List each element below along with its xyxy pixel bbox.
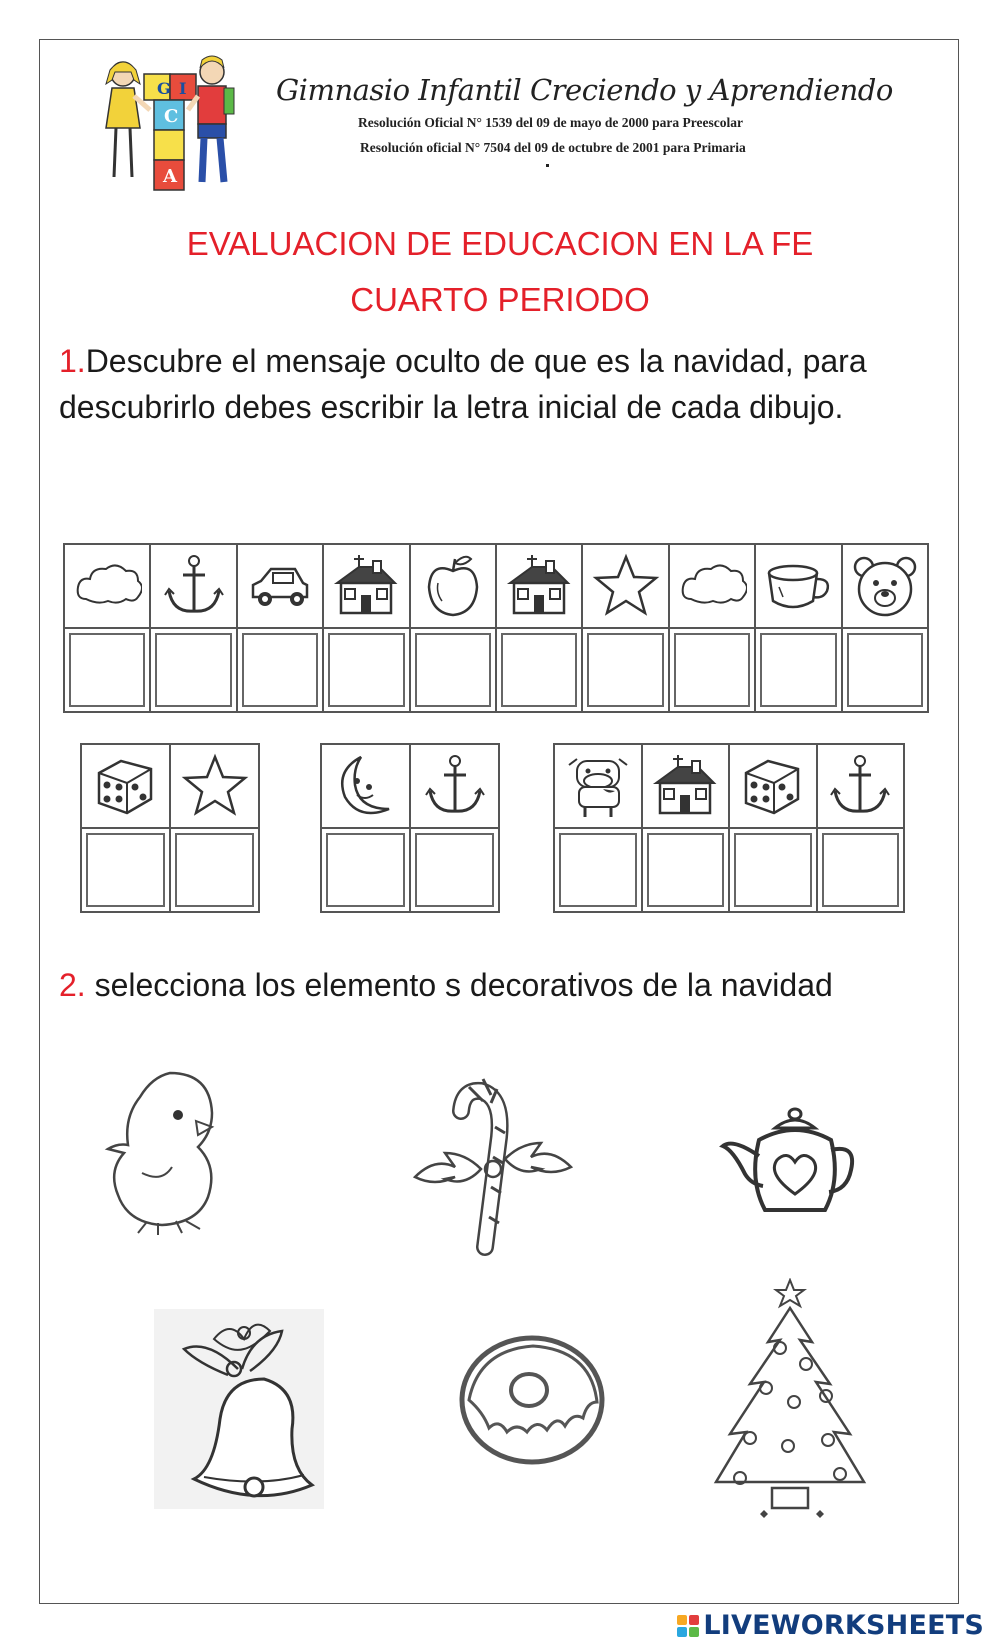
question-2-number: 2.: [59, 967, 86, 1003]
christmas-tree-image[interactable]: [710, 1278, 870, 1518]
question-1: [59, 338, 929, 430]
brand-square-red: [689, 1615, 699, 1625]
puzzle-group-2: [320, 743, 500, 913]
answer-input[interactable]: [734, 833, 812, 907]
question-2-text: selecciona los elemento s decorativos de la navidad: [85, 967, 833, 1003]
puzzle-cell: [583, 545, 669, 711]
puzzle-cell: [171, 745, 258, 911]
liveworksheets-logo[interactable]: [677, 1610, 984, 1641]
resolution-primary: Resolución oficial N° 7504 del 09 de octubre de 2001 para Primaria: [360, 140, 746, 155]
answer-input[interactable]: [415, 633, 491, 707]
answer-input[interactable]: [760, 633, 836, 707]
answer-input[interactable]: [242, 633, 318, 707]
answer-input[interactable]: [86, 833, 165, 907]
teapot-image[interactable]: [715, 1100, 875, 1220]
logo-letter-a: A: [163, 166, 177, 187]
anchor-icon: [411, 745, 498, 829]
puzzle-group-3: [553, 743, 905, 913]
puzzle-cell: [497, 545, 583, 711]
brand-square-green: [689, 1627, 699, 1637]
star-icon: [171, 745, 258, 829]
dice-icon: [82, 745, 169, 829]
house-icon: [497, 545, 581, 629]
brand-square-blue: [677, 1627, 687, 1637]
bell-image[interactable]: [154, 1309, 324, 1509]
answer-input[interactable]: [155, 633, 231, 707]
answer-input[interactable]: [674, 633, 750, 707]
donut-image[interactable]: [455, 1330, 610, 1470]
puzzle-cell: [151, 545, 237, 711]
question-2: [59, 962, 959, 1008]
evaluation-title: EVALUACION DE EDUCACION EN LA FE: [186, 225, 814, 262]
school-name: Gimnasio Infantil Creciendo y Aprendiendo: [276, 73, 893, 107]
logo-letter-c: C: [164, 106, 179, 127]
answer-input[interactable]: [647, 833, 725, 907]
answer-input[interactable]: [822, 833, 900, 907]
answer-input[interactable]: [326, 833, 405, 907]
answer-input[interactable]: [415, 833, 494, 907]
logo-letter-i: I: [179, 79, 187, 98]
puzzle-row-1: [63, 543, 929, 713]
puzzle-cell: [238, 545, 324, 711]
cow-icon: [555, 745, 641, 829]
school-logo: [88, 52, 248, 197]
puzzle-cell: [555, 745, 643, 911]
answer-input[interactable]: [175, 833, 254, 907]
bear-icon: [843, 545, 927, 629]
question-1-number: 1.: [59, 343, 86, 379]
chick-image[interactable]: [100, 1063, 240, 1238]
puzzle-cell: [322, 745, 411, 911]
puzzle-cell: [411, 745, 498, 911]
house-icon: [324, 545, 408, 629]
answer-input[interactable]: [501, 633, 577, 707]
answer-input[interactable]: [587, 633, 663, 707]
puzzle-cell: [756, 545, 842, 711]
resolution-preschool: Resolución Oficial N° 1539 del 09 de mayo de 2000 para Preescolar: [358, 115, 743, 130]
answer-input[interactable]: [847, 633, 923, 707]
anchor-icon: [818, 745, 904, 829]
brand-name: LIVEWORKSHEETS: [703, 1610, 984, 1641]
answer-input[interactable]: [69, 633, 145, 707]
answer-input[interactable]: [559, 833, 637, 907]
house-icon: [643, 745, 729, 829]
puzzle-cell: [670, 545, 756, 711]
cloud-icon: [670, 545, 754, 629]
star-icon: [583, 545, 667, 629]
moon-icon: [322, 745, 409, 829]
brand-icon: [677, 1615, 699, 1637]
car-icon: [238, 545, 322, 629]
puzzle-cell: [730, 745, 818, 911]
period-title: CUARTO PERIODO: [350, 281, 650, 318]
puzzle-cell: [411, 545, 497, 711]
puzzle-cell: [65, 545, 151, 711]
dice-icon: [730, 745, 816, 829]
puzzle-cell: [843, 545, 927, 711]
cup-icon: [756, 545, 840, 629]
question-1-text: Descubre el mensaje oculto de que es la navidad, para descubrirlo debes escribir la letra inicial de cada dibujo.: [59, 343, 867, 425]
logo-letter-g: G: [157, 79, 171, 98]
puzzle-cell: [82, 745, 171, 911]
puzzle-cell: [643, 745, 731, 911]
candy-cane-image[interactable]: [405, 1057, 580, 1257]
anchor-icon: [151, 545, 235, 629]
puzzle-cell: [324, 545, 410, 711]
brand-square-orange: [677, 1615, 687, 1625]
answer-input[interactable]: [328, 633, 404, 707]
apple-icon: [411, 545, 495, 629]
header-dot: [546, 164, 549, 167]
puzzle-group-1: [80, 743, 260, 913]
cloud-icon: [65, 545, 149, 629]
puzzle-cell: [818, 745, 904, 911]
